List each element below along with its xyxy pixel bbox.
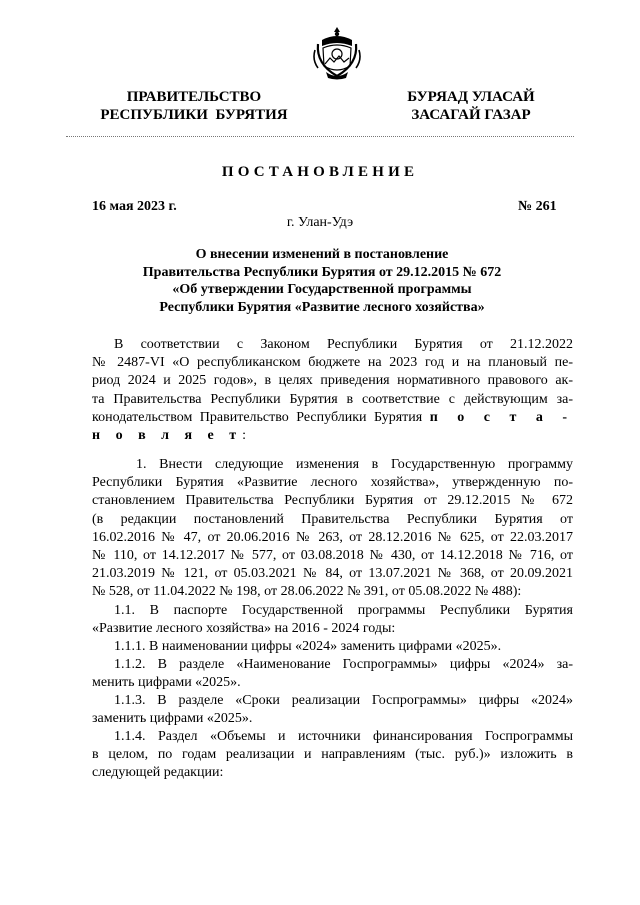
item-line: менить цифрами «2025». bbox=[92, 675, 241, 691]
header-left-line1: ПРАВИТЕЛЬСТВО bbox=[126, 89, 262, 105]
item-1-1-4-paragraph bbox=[92, 728, 573, 783]
item-line: 1.1. В паспорте Государственной программы Республики Бурятия bbox=[114, 603, 573, 618]
item-line: 21.03.2019 № 121, от 05.03.2021 № 84, от 13.07.2021 № 368, от 20.09.2021 bbox=[92, 566, 573, 582]
item-line: в целом, по годам реализации и направлениям (тыс. руб.)» изложить в bbox=[92, 747, 573, 763]
subject-line: О внесении изменений в постановление bbox=[195, 247, 449, 262]
document-type-title: ПОСТАНОВЛЕНИЕ bbox=[221, 164, 419, 180]
item-1-1-paragraph bbox=[92, 602, 573, 638]
preamble-line: та Правительства Республики Бурятия в соответствие с действующим за- bbox=[92, 391, 573, 407]
decree-word-part2: н о в л я е т bbox=[92, 427, 243, 443]
preamble-line: В соответствии с Законом Республики Бурятия от 21.12.2022 bbox=[114, 337, 573, 352]
item-line: 1.1.1. В наименовании цифры «2024» заменить цифрами «2025». bbox=[114, 639, 502, 654]
header-left-line2: РЕСПУБЛИКИ БУРЯТИЯ bbox=[100, 107, 288, 123]
government-name-ru bbox=[94, 88, 294, 124]
document-date: 16 мая 2023 г. bbox=[92, 199, 177, 214]
item-line: «Развитие лесного хозяйства» на 2016 - 2024 годы: bbox=[92, 621, 396, 637]
item-1-1-3-paragraph bbox=[92, 692, 573, 728]
preamble-line-with-decree bbox=[92, 409, 573, 427]
item-line: № 110, от 14.12.2017 № 577, от 03.08.2018 № 430, от 14.12.2018 № 716, от bbox=[92, 547, 573, 563]
decree-colon: : bbox=[242, 427, 247, 443]
document-subject bbox=[92, 246, 552, 316]
subject-line: Республики Бурятия «Развитие лесного хозяйства» bbox=[159, 299, 485, 315]
item-line: № 528, от 11.04.2022 № 198, от 28.06.2022 № 391, от 05.08.2022 № 488): bbox=[92, 584, 522, 600]
document-city: г. Улан-Удэ bbox=[286, 215, 354, 230]
header-right-line2: ЗАСАГАЙ ГАЗАР bbox=[411, 107, 531, 123]
item-line: Республики Бурятия «Развитие лесного хозяйства», утвержденную по- bbox=[92, 475, 573, 491]
preamble-paragraph bbox=[92, 336, 573, 445]
item-line: (в редакции постановлений Правительства Республики Бурятия от bbox=[92, 511, 573, 527]
preamble-line: конодательством Правительство Республики Бурятия bbox=[92, 409, 423, 425]
item-1-1-1-paragraph bbox=[92, 638, 573, 656]
item-line: 16.02.2016 № 47, от 20.06.2016 № 263, от 28.12.2016 № 625, от 22.03.2017 bbox=[92, 529, 573, 545]
item-line: заменить цифрами «2025». bbox=[92, 711, 253, 727]
header-divider bbox=[66, 136, 574, 137]
item-line: становлением Правительства Республики Бурятия от 29.12.2015 № 672 bbox=[92, 493, 573, 509]
decree-word-part1: п о с т а - bbox=[429, 409, 573, 425]
subject-line: «Об утверждении Государственной программы bbox=[172, 282, 472, 297]
item-line: 1.1.2. В разделе «Наименование Госпрограммы» цифры «2024» за- bbox=[114, 657, 573, 672]
item-line: 1.1.3. В разделе «Сроки реализации Госпрограммы» цифры «2024» bbox=[114, 693, 573, 708]
government-name-bua bbox=[401, 88, 541, 124]
preamble-line: риод 2024 и 2025 годов», в целях приведения нормативного правового ак- bbox=[92, 373, 573, 389]
preamble-line: № 2487-VI «О республиканском бюджете на 2023 год и на плановый пе- bbox=[92, 355, 573, 371]
document-number: № 261 bbox=[518, 199, 557, 214]
item-line: следующей редакции: bbox=[92, 765, 224, 781]
item-1-1-2-paragraph bbox=[92, 656, 573, 692]
coat-of-arms-emblem bbox=[312, 26, 362, 80]
decree-line bbox=[92, 427, 573, 445]
item-1-paragraph bbox=[92, 456, 573, 602]
subject-line: Правительства Республики Бурятия от 29.12.2015 № 672 bbox=[142, 264, 502, 280]
header-right-line1: БУРЯАД УЛАСАЙ bbox=[407, 89, 535, 105]
item-line: 1.1.4. Раздел «Объемы и источники финансирования Госпрограммы bbox=[114, 729, 573, 744]
item-line: 1. Внести следующие изменения в Государственную программу bbox=[136, 457, 573, 472]
